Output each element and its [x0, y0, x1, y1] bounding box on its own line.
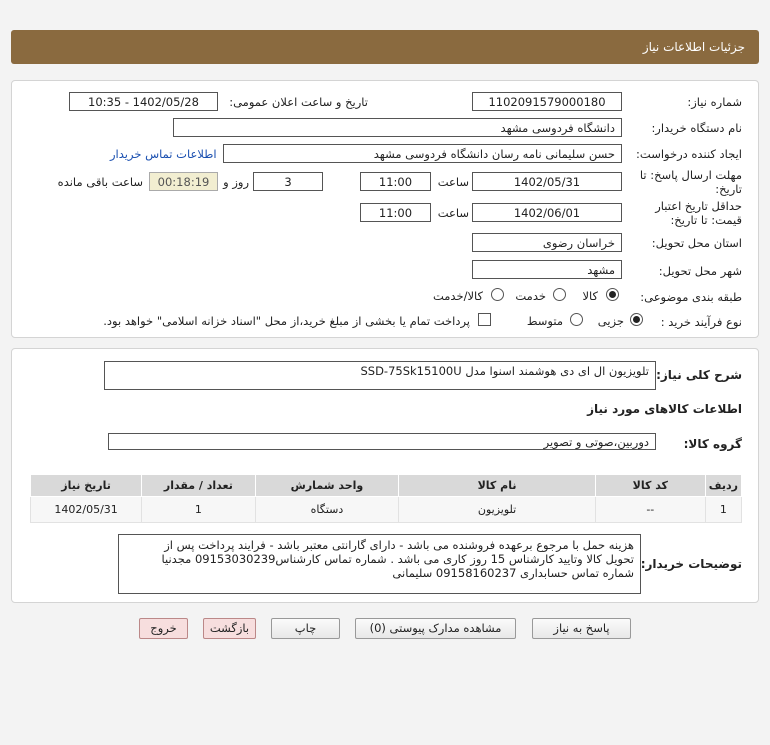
category-goods-label: کالا	[582, 289, 598, 303]
announce-label: تاریخ و ساعت اعلان عمومی:	[229, 95, 368, 109]
buyer-contact-link[interactable]: اطلاعات تماس خریدار	[110, 147, 217, 161]
process-label: نوع فرآیند خرید :	[660, 315, 742, 329]
process-medium-radio[interactable]	[570, 313, 583, 326]
category-service-radio[interactable]	[553, 288, 566, 301]
days-label: روز و	[223, 175, 249, 189]
col-row: ردیف	[705, 475, 741, 497]
buyer-notes-line-1: هزینه حمل با مرجوع برعهده فروشنده می باشد - دارای گارانتی معتبر باشد - فرایند پرداخت پس از	[164, 538, 634, 552]
remaining-time-field: 00:18:19	[149, 172, 218, 191]
announce-field: 1402/05/28 - 10:35	[69, 92, 218, 111]
reply-time-field: 11:00	[360, 172, 431, 191]
need-number-label: شماره نیاز:	[687, 95, 742, 109]
summary-label: شرح کلی نیاز:	[656, 368, 742, 382]
category-goods-service-label: کالا/خدمت	[432, 289, 483, 303]
requester-label: ایجاد کننده درخواست:	[636, 147, 742, 161]
page-title: جزئیات اطلاعات نیاز	[642, 40, 745, 54]
requester-field: حسن سلیمانی نامه رسان دانشگاه فردوسی مشهد	[223, 144, 622, 163]
treasury-payment-checkbox[interactable]	[478, 313, 491, 326]
goods-section-title: اطلاعات کالاهای مورد نیاز	[587, 402, 742, 416]
validity-time-field: 11:00	[360, 203, 431, 222]
buyer-org-label: نام دستگاه خریدار:	[651, 121, 742, 135]
validity-label: حداقل تاریخ اعتبار	[655, 199, 742, 213]
process-minor-label: جزیی	[597, 314, 624, 328]
buyer-org-field: دانشگاه فردوسی مشهد	[173, 118, 622, 137]
attachments-button[interactable]: مشاهده مدارک پیوستی (0)	[355, 618, 516, 639]
reply-button[interactable]: پاسخ به نیاز	[532, 618, 631, 639]
need-number-field: 1102091579000180	[472, 92, 622, 111]
validity-label-2: قیمت: تا تاریخ:	[670, 213, 742, 227]
col-name: نام کالا	[399, 475, 595, 497]
buyer-notes-line-3: شماره تماس حسابداری 09158160237 سلیمانی	[392, 566, 634, 580]
cell-unit: دستگاه	[255, 497, 399, 523]
process-medium-label: متوسط	[526, 314, 563, 328]
category-goods-service-radio[interactable]	[491, 288, 504, 301]
reply-deadline-label: مهلت ارسال پاسخ: تا	[639, 168, 742, 182]
province-label: استان محل تحویل:	[651, 236, 742, 250]
col-quantity: تعداد / مقدار	[142, 475, 255, 497]
buyer-notes-field	[118, 534, 641, 594]
category-service-label: خدمت	[515, 289, 546, 303]
goods-group-label: گروه کالا:	[683, 437, 742, 451]
page-header	[11, 30, 759, 64]
summary-field: تلویزیون ال ای دی هوشمند اسنوا مدل SSD-75Sk15100U	[104, 361, 656, 390]
goods-table-header	[31, 475, 742, 497]
col-code: کد کالا	[595, 475, 705, 497]
buyer-notes-line-2: تحویل کالا وتایید کارشناس 15 روز کاری می باشد . شماره تماس کارشناس09153030239 مجدنیا	[161, 552, 634, 566]
col-unit: واحد شمارش	[255, 475, 399, 497]
category-goods-radio[interactable]	[606, 288, 619, 301]
category-label: طبقه بندی موضوعی:	[640, 290, 742, 304]
print-button[interactable]: چاپ	[271, 618, 340, 639]
remaining-time-label: ساعت باقی مانده	[57, 175, 143, 189]
days-field: 3	[253, 172, 323, 191]
back-button[interactable]: بازگشت	[203, 618, 256, 639]
validity-time-label: ساعت	[437, 206, 469, 220]
reply-date-field: 1402/05/31	[472, 172, 622, 191]
city-field: مشهد	[472, 260, 622, 279]
validity-date-field: 1402/06/01	[472, 203, 622, 222]
cell-quantity: 1	[142, 497, 255, 523]
exit-button[interactable]: خروج	[139, 618, 188, 639]
province-field: خراسان رضوی	[472, 233, 622, 252]
reply-time-label: ساعت	[437, 175, 469, 189]
cell-code: --	[595, 497, 705, 523]
col-need-date: تاریخ نیاز	[31, 475, 142, 497]
table-row	[31, 497, 742, 523]
cell-need-date: 1402/05/31	[31, 497, 142, 523]
reply-deadline-label-2: تاریخ:	[715, 182, 742, 196]
goods-table	[30, 474, 742, 523]
cell-name: تلویزیون	[399, 497, 595, 523]
goods-group-field: دوربین،صوتی و تصویر	[108, 433, 656, 450]
process-minor-radio[interactable]	[630, 313, 643, 326]
buyer-notes-label: توضیحات خریدار:	[640, 557, 742, 571]
treasury-payment-note: پرداخت تمام یا بخشی از مبلغ خرید،از محل "اسناد خزانه اسلامی" خواهد بود.	[103, 314, 470, 328]
cell-row: 1	[705, 497, 741, 523]
city-label: شهر محل تحویل:	[658, 264, 742, 278]
